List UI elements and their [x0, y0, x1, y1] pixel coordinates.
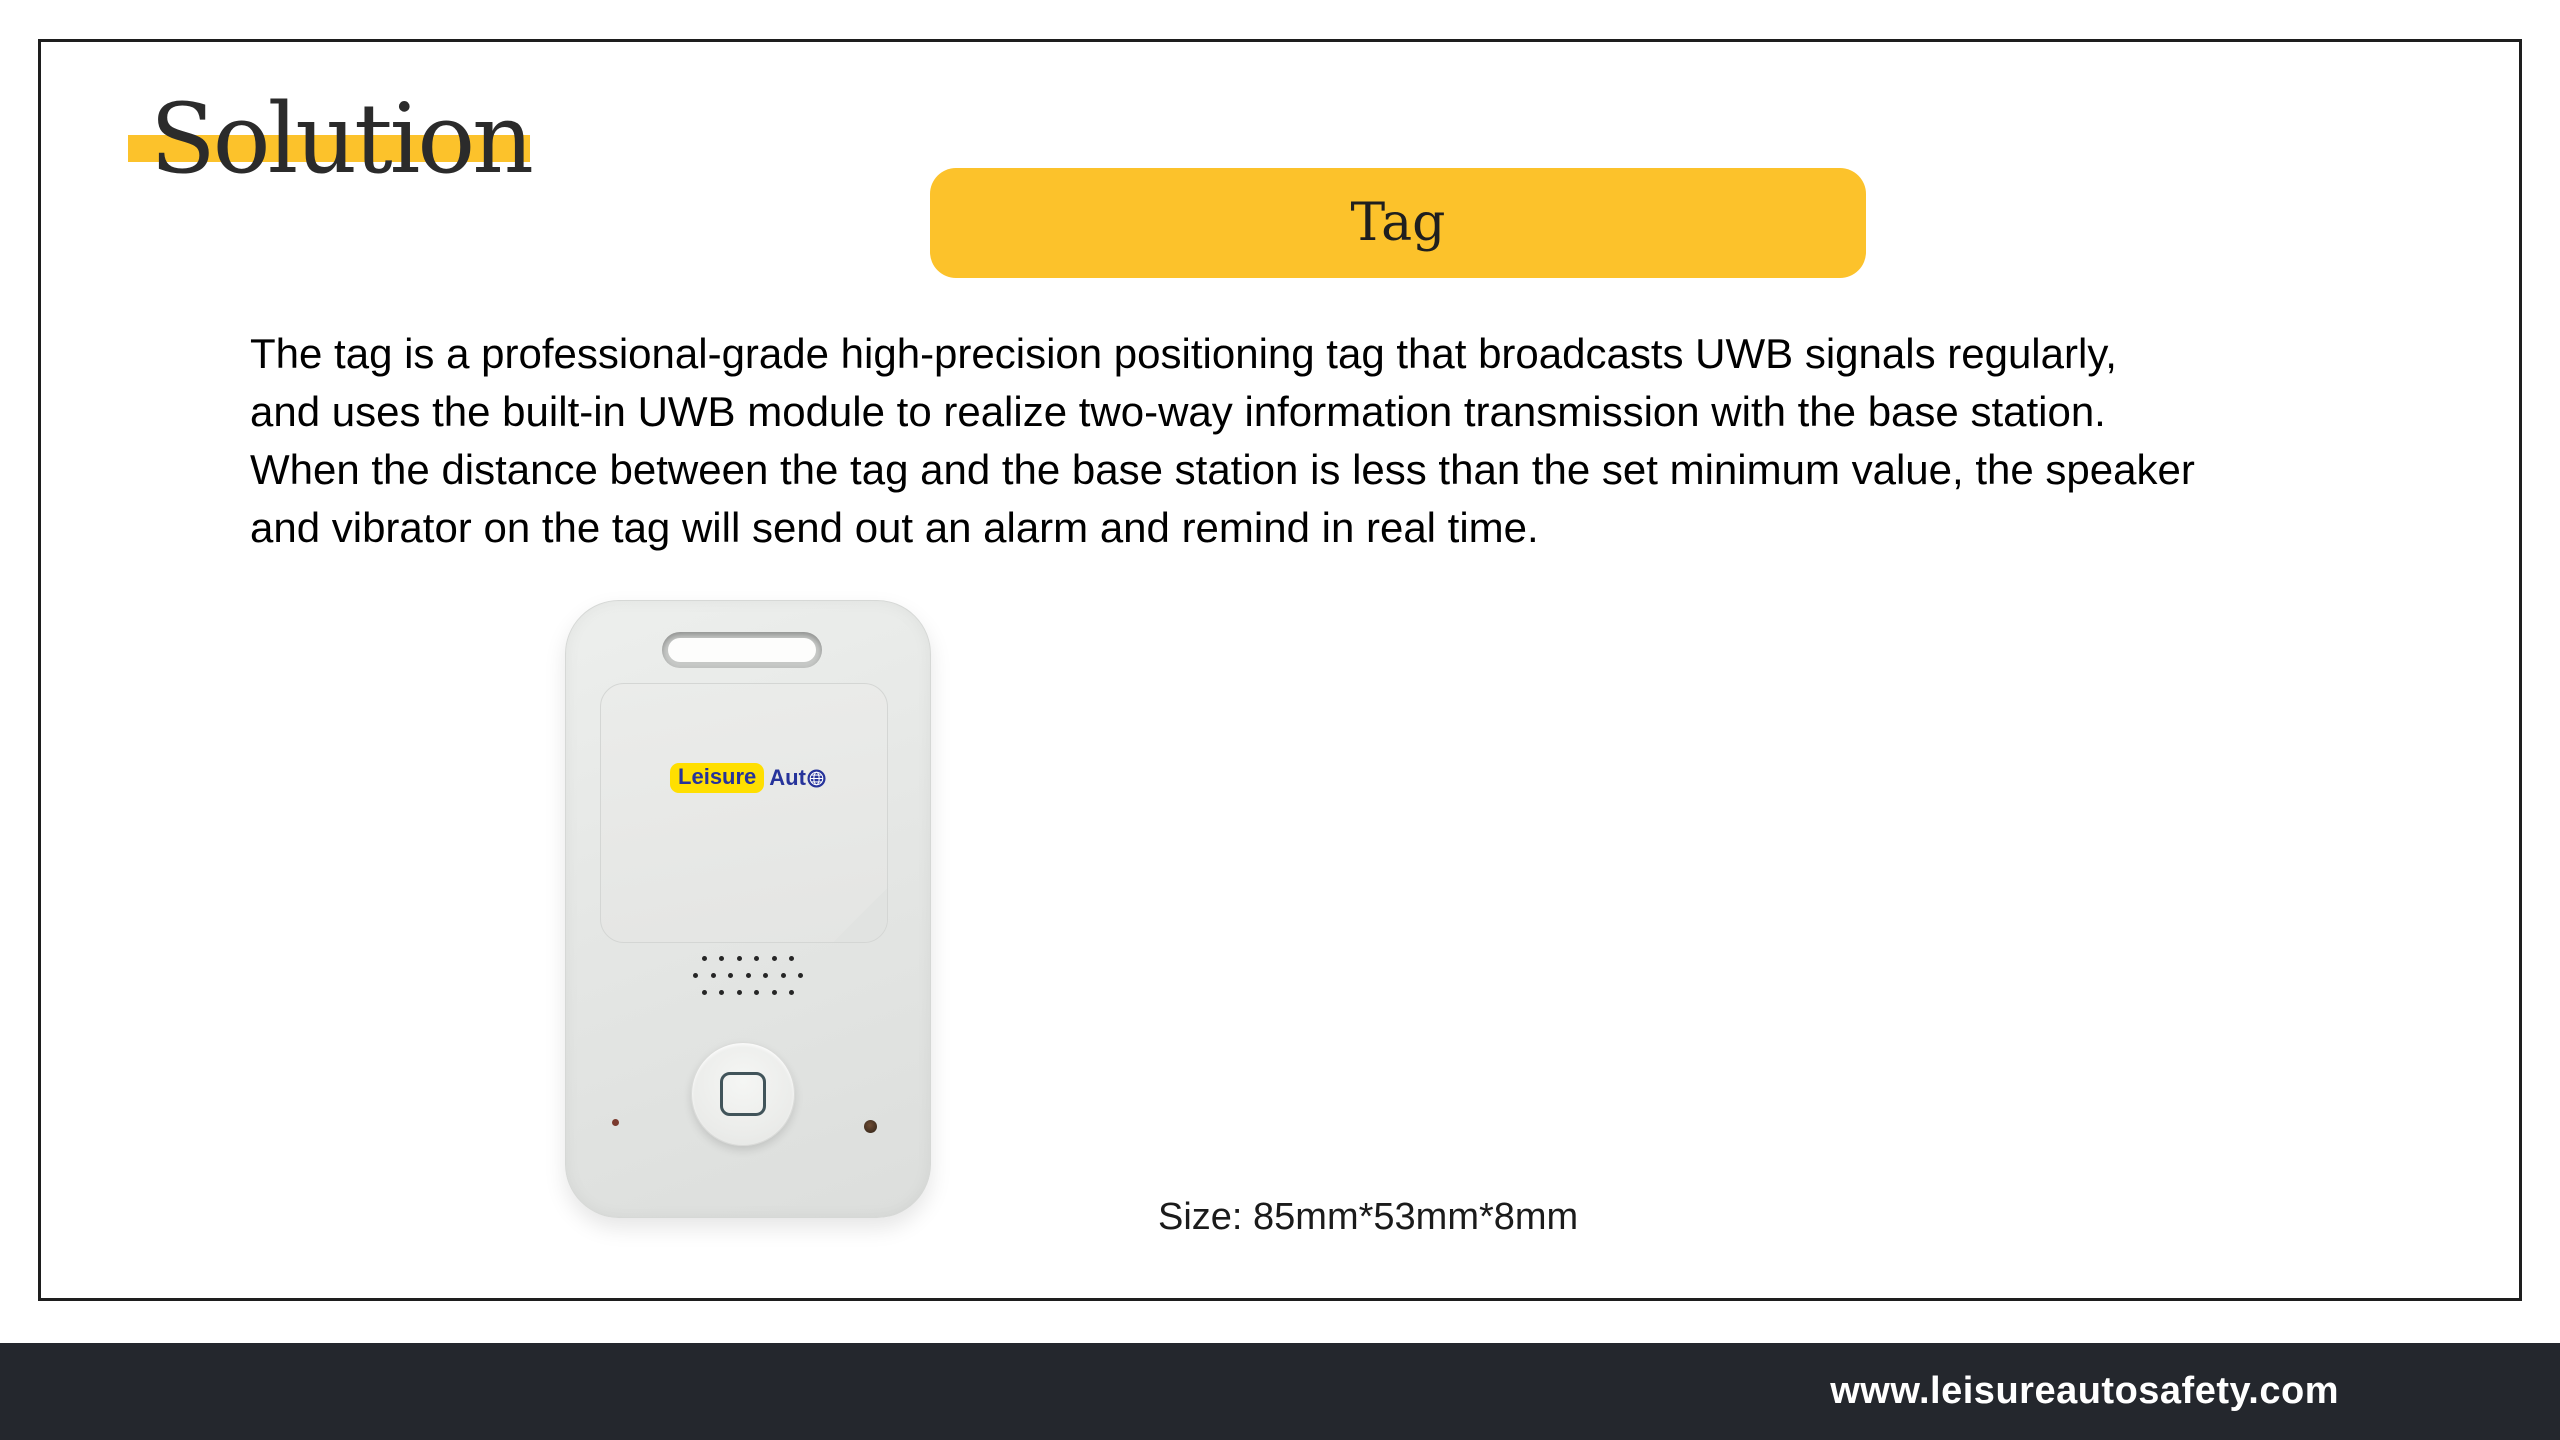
speaker-dot — [719, 990, 724, 995]
speaker-row — [693, 973, 803, 978]
device-button-square — [720, 1072, 766, 1116]
speaker-dot — [772, 956, 777, 961]
speaker-dot — [702, 956, 707, 961]
speaker-dot — [798, 973, 803, 978]
speaker-dot — [702, 990, 707, 995]
led-hole-left — [612, 1119, 619, 1126]
logo-auto-text — [769, 765, 826, 791]
page-title: Solution — [150, 83, 531, 195]
speaker-dot — [789, 956, 794, 961]
logo-leisure-text: Leisure — [670, 763, 764, 793]
description-paragraph — [250, 325, 2510, 557]
speaker-dot — [719, 956, 724, 961]
speaker-dot — [711, 973, 716, 978]
speaker-dot — [763, 973, 768, 978]
globe-icon — [807, 769, 826, 788]
speaker-grille — [693, 956, 803, 995]
speaker-row — [702, 990, 795, 995]
panel-chamfer — [833, 888, 888, 943]
speaker-dot — [728, 973, 733, 978]
speaker-dot — [746, 973, 751, 978]
mic-hole-right — [864, 1120, 877, 1133]
footer-url: www.leisureautosafety.com — [1830, 1370, 2339, 1412]
paragraph-line: and vibrator on the tag will send out an alarm and remind in real time. — [250, 504, 1539, 551]
paragraph-line: and uses the built-in UWB module to realize two-way information transmission with the base station. — [250, 388, 2106, 435]
speaker-dot — [737, 956, 742, 961]
speaker-row — [702, 956, 795, 961]
size-label: Size: 85mm*53mm*8mm — [1158, 1196, 1579, 1238]
tag-device-photo — [565, 600, 931, 1218]
paragraph-line: When the distance between the tag and the base station is less than the set minimum value, the speaker — [250, 446, 2195, 493]
speaker-dot — [754, 956, 759, 961]
speaker-dot — [693, 973, 698, 978]
device-button — [691, 1042, 795, 1146]
speaker-dot — [772, 990, 777, 995]
speaker-dot — [737, 990, 742, 995]
brand-logo — [566, 763, 930, 793]
device-front-panel — [600, 683, 888, 943]
speaker-dot — [754, 990, 759, 995]
tag-banner — [930, 168, 1866, 278]
lanyard-slot — [662, 632, 822, 668]
speaker-dot — [781, 973, 786, 978]
tag-banner-label: Tag — [1350, 193, 1446, 253]
lanyard-slot-hole — [668, 638, 816, 662]
paragraph-line: The tag is a professional-grade high-precision positioning tag that broadcasts UWB signals regularly, — [250, 330, 2117, 377]
speaker-dot — [789, 990, 794, 995]
footer-bar — [0, 1343, 2560, 1440]
logo-auto-letters: Aut — [769, 765, 806, 790]
